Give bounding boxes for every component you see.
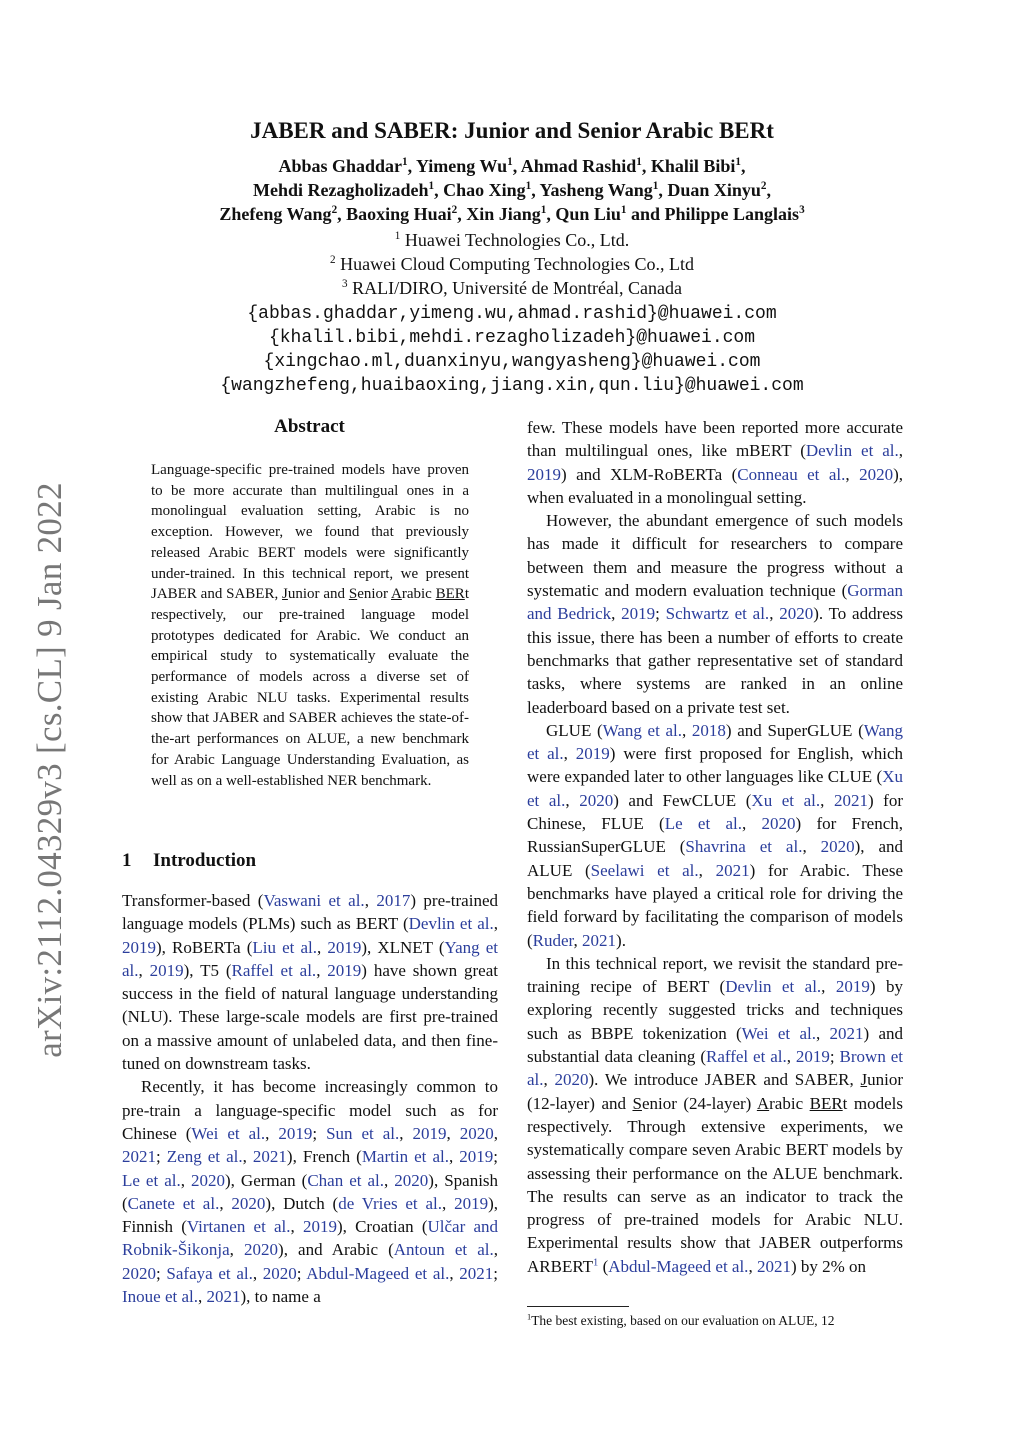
section-number: 1 xyxy=(122,850,132,871)
citation-link[interactable]: 2021 xyxy=(715,860,750,880)
citation-link[interactable]: Ulčar and Robnik-Šikonja xyxy=(122,1217,498,1260)
citation-link[interactable]: Inoue et al. xyxy=(122,1287,198,1307)
citation-link[interactable]: Shavrina et al. xyxy=(685,837,803,857)
citation-link[interactable]: 2021 xyxy=(756,1256,791,1276)
citation-link[interactable]: 2021 xyxy=(122,1147,156,1167)
text-run: ), French ( xyxy=(286,1147,362,1167)
affiliation-mark: 2 xyxy=(330,254,336,266)
author-affiliation-mark: 1 xyxy=(735,156,741,168)
author-affiliation-mark: 2 xyxy=(451,204,458,216)
text-run: t respectively, our pre-trained language model prototypes dedicated for Arabic. We conduct an empirical study to systematically evaluate the performance of models across a diverse set of existing Arabic NLU tasks. Experimental results show that JABER and SABER achieves the state-of-the-art performances on ALUE, a new benchmark for Arabic Language Understanding Evaluation, as well as on a well-established NER benchmark. xyxy=(151,586,469,789)
text-run: ) and XLM-RoBERTa ( xyxy=(561,464,738,484)
text-run: , xyxy=(316,960,328,980)
citation-link[interactable]: 2020 xyxy=(859,464,894,484)
author-affiliation-mark: 3 xyxy=(799,204,805,216)
affiliation xyxy=(0,228,1024,252)
text-run: ) and SuperGLUE ( xyxy=(725,720,864,740)
citation-link[interactable]: Conneau et al. xyxy=(737,464,846,484)
email-line: {wangzhefeng,huaibaoxing,jiang.xin,qun.liu}@huawei.com xyxy=(220,376,804,396)
email-line: {xingchao.ml,duanxinyu,wangyasheng}@huawei.com xyxy=(263,352,761,372)
abstract-text xyxy=(151,460,469,791)
author-name: Yimeng Wu xyxy=(415,156,508,176)
citation-link[interactable]: 2019 xyxy=(459,1147,494,1167)
text-run: Recently, it has become increasingly common to pre-train a language-specific model such as for Chinese ( xyxy=(122,1077,498,1143)
citation-link[interactable]: Wei et al. xyxy=(191,1123,266,1143)
citation-link[interactable]: 2020 xyxy=(122,1263,156,1283)
text-run: ; xyxy=(296,1263,307,1283)
citation-link[interactable]: Safaya et al. xyxy=(166,1263,253,1283)
text-run: , xyxy=(219,1193,232,1213)
text-run: ), Croatian ( xyxy=(336,1217,428,1237)
citation-link[interactable]: 2019 xyxy=(278,1123,313,1143)
text-run: , xyxy=(898,441,903,461)
underlined-letter: A xyxy=(391,586,402,603)
author-separator: , xyxy=(641,156,651,176)
citation-link[interactable]: Seelawi et al. xyxy=(590,860,699,880)
author-separator: , xyxy=(512,156,521,176)
author-separator: , xyxy=(457,204,467,224)
text-run: , xyxy=(493,914,498,934)
footnote-text: The best existing, based on our evaluation on ALUE, 12 xyxy=(531,1313,835,1328)
citation-link[interactable]: Le et al. xyxy=(664,814,742,834)
text-run: ), and Arabic ( xyxy=(278,1240,394,1260)
text-run: ; xyxy=(493,1263,499,1283)
paragraph xyxy=(122,889,498,1075)
text-run: GLUE ( xyxy=(546,720,603,740)
text-run: ; xyxy=(312,1123,327,1143)
text-run: Transformer-based ( xyxy=(122,891,264,910)
text-run: ), RoBERTa ( xyxy=(156,937,253,957)
arxiv-id: arXiv:2112.04329v3 [cs.CL] 9 Jan 2022 xyxy=(30,482,69,1058)
left-column xyxy=(122,889,498,1308)
text-run: ). We introduce JABER and SABER, xyxy=(588,1070,861,1090)
citation-link[interactable]: 2020 xyxy=(820,837,855,857)
citation-link[interactable]: de Vries et al. xyxy=(338,1193,442,1213)
text-run: , xyxy=(448,1147,460,1167)
citation-link[interactable]: 2020 xyxy=(231,1193,266,1213)
citation-link[interactable]: Xu et al. xyxy=(527,767,903,810)
citation-link[interactable]: Virtanen et al. xyxy=(186,1217,291,1237)
email-line: {abbas.ghaddar,yimeng.wu,ahmad.rashid}@huawei.com xyxy=(247,304,777,324)
text-run: rabic xyxy=(769,1093,810,1113)
citation-link[interactable]: Zeng et al. xyxy=(166,1147,243,1167)
abstract-heading: Abstract xyxy=(274,416,345,437)
citation-link[interactable]: Wang et al. xyxy=(527,720,903,764)
text-run: t models respectively. Through extensive experiments, we systematically compare seven Arabic BERT models by assessing their performance on the ALUE benchmark. The results can serve as an indicator to track the progress of pre-trained models for Arabic NLU. Experimental results show that JABER outperforms ARBERT xyxy=(527,1093,903,1276)
underlined-letter: S xyxy=(348,586,358,603)
author-separator: , xyxy=(741,156,746,176)
underlined-letter: S xyxy=(632,1093,642,1113)
author-affiliation-mark: 2 xyxy=(331,204,338,216)
text-run: , xyxy=(242,1147,253,1167)
citation-link[interactable]: Yang et al. xyxy=(122,937,499,980)
paragraph xyxy=(527,719,903,952)
text-run: unior and xyxy=(287,586,349,603)
text-run: , xyxy=(820,790,834,810)
author-line xyxy=(0,202,1024,226)
citation-link[interactable]: 2021 xyxy=(829,1023,864,1043)
text-run: , xyxy=(786,1047,796,1067)
citation-link[interactable]: Devlin et al. xyxy=(725,977,822,997)
underlined-letter: BER xyxy=(809,1093,843,1113)
text-run: ), XLNET ( xyxy=(361,937,445,957)
text-run: In this technical report, we revisit the standard pre-training recipe of BERT ( xyxy=(527,953,903,997)
email-line: {khalil.bibi,mehdi.rezagholizadeh}@huawei.com xyxy=(268,328,756,348)
text-run: , xyxy=(748,1256,757,1276)
citation-link[interactable]: Gorman and Bedrick xyxy=(527,581,903,624)
author-name: Zhefeng Wang xyxy=(219,204,332,224)
text-run: ), to name a xyxy=(240,1287,321,1307)
text-run: ; xyxy=(829,1047,840,1067)
citation-link[interactable]: Canete et al. xyxy=(127,1193,220,1213)
author-affiliation-mark: 1 xyxy=(507,156,513,168)
email-list xyxy=(0,302,1024,398)
citation-link[interactable]: 2019 xyxy=(575,744,610,764)
author-name: Philippe Langlais xyxy=(664,204,800,224)
text-run: ) were first proposed for English, which were expanded later to other languages like CLUE ( xyxy=(527,744,903,787)
citation-link[interactable]: 2019 xyxy=(327,937,362,957)
citation-link[interactable]: Sun et al. xyxy=(326,1123,400,1143)
citation-link[interactable]: Chan et al. xyxy=(307,1170,385,1190)
citation-link[interactable]: Schwartz et al. xyxy=(665,604,770,624)
citation-link[interactable]: Raffel et al. xyxy=(705,1047,787,1067)
citation-link[interactable]: 2017 xyxy=(376,891,411,910)
citation-link[interactable]: Liu et al. xyxy=(252,937,317,957)
citation-link[interactable]: Martin et al. xyxy=(361,1147,449,1167)
text-run: ), Dutch ( xyxy=(265,1193,339,1213)
text-run: ) and FewCLUE ( xyxy=(613,790,752,810)
arxiv-stamp xyxy=(20,470,80,1070)
text-run: , xyxy=(290,1217,303,1237)
text-run: ), T5 ( xyxy=(183,960,232,980)
affiliation-text: Huawei Cloud Computing Technologies Co., Ltd xyxy=(335,254,694,274)
text-run: , xyxy=(682,720,692,740)
citation-link[interactable]: Devlin et al. xyxy=(408,914,494,934)
text-run: ) pre-trained language models (PLMs) such as BERT ( xyxy=(122,891,498,934)
right-column xyxy=(527,416,903,1278)
text-run: unior (12-layer) and xyxy=(527,1070,903,1113)
citation-link[interactable]: 2019 xyxy=(454,1193,489,1213)
affiliation xyxy=(0,276,1024,300)
text-run: enior (24-layer) xyxy=(641,1093,757,1113)
citation-link[interactable]: 2019 xyxy=(527,464,561,484)
affiliation xyxy=(0,252,1024,276)
text-run: ; xyxy=(156,1147,167,1167)
text-run: ), Finnish ( xyxy=(122,1193,498,1237)
citation-link[interactable]: 2019 xyxy=(795,1047,830,1067)
text-run: ) have shown great success in the field of natural language understanding (NLU). These large-scale models are first pre-trained on a massive amount of unlabeled data, and then fine-tuned on downstream tasks. xyxy=(122,960,498,1074)
affiliation-text: RALI/DIRO, Université de Montréal, Canada xyxy=(347,278,682,298)
author-affiliation-mark: 1 xyxy=(540,204,547,216)
author-line xyxy=(0,154,1024,178)
author-affiliation-mark: 1 xyxy=(620,204,627,216)
text-run: ), when evaluated in a monolingual setting. xyxy=(527,464,903,507)
paragraph xyxy=(122,1075,498,1308)
text-run: , xyxy=(449,1263,460,1283)
text-run: , xyxy=(198,1287,207,1307)
citation-link[interactable]: Wang et al. xyxy=(602,720,682,740)
text-run: , xyxy=(229,1240,245,1260)
text-run: , xyxy=(821,977,836,997)
author-list xyxy=(0,154,1024,226)
text-run: , xyxy=(742,814,762,834)
section-title: Introduction xyxy=(153,850,257,871)
text-run: rabic xyxy=(401,586,436,603)
paragraph xyxy=(527,509,903,719)
citation-link[interactable]: 2020 xyxy=(554,1070,589,1090)
text-run: , xyxy=(384,1170,395,1190)
text-run: , xyxy=(563,744,576,764)
citation-link[interactable]: 2019 xyxy=(621,604,656,624)
underlined-letter: J xyxy=(282,586,288,603)
footnote-rule xyxy=(527,1306,629,1307)
text-run: , xyxy=(446,1123,460,1143)
citation-link[interactable]: 2021 xyxy=(459,1263,494,1283)
author-separator: , xyxy=(337,204,347,224)
text-run: enior xyxy=(357,586,391,603)
text-run: , xyxy=(364,891,377,910)
citation-link[interactable]: Brown et al. xyxy=(527,1047,903,1090)
citation-link[interactable]: 2019 xyxy=(302,1217,337,1237)
text-run: , xyxy=(573,930,583,950)
author-separator: , xyxy=(407,156,416,176)
author-affiliation-mark: 1 xyxy=(652,180,659,192)
citation-link[interactable]: 2019 xyxy=(835,977,870,997)
text-run: few. These models have been reported more accurate than multilingual ones, like mBERT ( xyxy=(527,418,903,461)
text-run: , xyxy=(399,1123,413,1143)
footnote-ref[interactable]: 1 xyxy=(593,1257,599,1269)
text-run: However, the abundant emergence of such models has made it difficult for researchers to compare between them and measure the progress without a systematic and modern evaluation technique ( xyxy=(527,511,903,601)
text-run: ), German ( xyxy=(225,1170,308,1190)
paper-title: JABER and SABER: Junior and Senior Arabic BERt xyxy=(250,118,774,143)
citation-link[interactable]: 2021 xyxy=(206,1287,241,1307)
citation-link[interactable]: 2021 xyxy=(252,1147,287,1167)
affiliation-mark: 3 xyxy=(342,278,348,290)
text-run: ), Spanish ( xyxy=(122,1170,499,1213)
citation-link[interactable]: Xu et al. xyxy=(751,790,821,810)
text-run: , xyxy=(565,790,580,810)
text-run: , xyxy=(252,1263,263,1283)
citation-link[interactable]: Ruder xyxy=(532,930,574,950)
author-name: Yasheng Wang xyxy=(539,180,653,200)
citation-link[interactable]: 2020 xyxy=(779,604,814,624)
underlined-letter: A xyxy=(756,1093,770,1113)
text-run: , xyxy=(845,464,860,484)
author-affiliation-mark: 1 xyxy=(402,156,408,168)
author-name: Ahmad Rashid xyxy=(520,156,637,176)
author-affiliation-mark: 2 xyxy=(760,180,767,192)
text-run: , xyxy=(802,837,821,857)
citation-link[interactable]: 2020 xyxy=(761,814,796,834)
author-separator: , xyxy=(546,204,556,224)
citation-link[interactable]: 2020 xyxy=(459,1123,494,1143)
author-affiliation-mark: 1 xyxy=(428,180,435,192)
author-name: Khalil Bibi xyxy=(650,156,736,176)
author-name: Xin Jiang xyxy=(466,204,541,224)
text-run: ) by exploring recently suggested tricks and techniques such as BBPE tokenization ( xyxy=(527,977,904,1043)
author-separator: , xyxy=(434,180,444,200)
paragraph xyxy=(527,416,903,509)
footnote xyxy=(527,1312,907,1329)
affiliation-mark: 1 xyxy=(394,230,401,242)
citation-link[interactable]: Raffel et al. xyxy=(231,960,317,980)
author-separator: , xyxy=(658,180,668,200)
author-name: Duan Xinyu xyxy=(667,180,761,200)
text-run: , xyxy=(815,1023,830,1043)
text-run: , xyxy=(138,960,150,980)
citation-link[interactable]: Abdul-Mageed et al. xyxy=(306,1263,450,1283)
text-run: , xyxy=(611,604,622,624)
text-run: , xyxy=(543,1070,555,1090)
text-run: ) for Arabic. These benchmarks have played a critical role for driving the field forward by facilitating the comparison of models ( xyxy=(527,860,903,950)
citation-link[interactable]: Devlin et al. xyxy=(805,441,899,461)
citation-link[interactable]: 2018 xyxy=(691,720,726,740)
citation-link[interactable]: 2019 xyxy=(149,960,184,980)
author-name: Chao Xing xyxy=(443,180,526,200)
text-run: ; xyxy=(156,1263,167,1283)
text-run: ) for French, RussianSuperGLUE ( xyxy=(527,814,904,857)
citation-link[interactable]: 2019 xyxy=(327,960,362,980)
author-line xyxy=(0,178,1024,202)
author-name: Mehdi Rezagholizadeh xyxy=(253,180,429,200)
section-heading xyxy=(122,850,256,872)
text-run: ) and substantial data cleaning ( xyxy=(527,1023,903,1067)
citation-link[interactable]: 2019 xyxy=(122,937,156,957)
citation-link[interactable]: Antoun et al. xyxy=(393,1240,494,1260)
footnote-mark: 1 xyxy=(527,1312,532,1322)
citation-link[interactable]: Le et al. xyxy=(122,1170,181,1190)
text-run: , xyxy=(265,1123,279,1143)
affiliation-list xyxy=(0,228,1024,300)
text-run: ; xyxy=(655,604,666,624)
underlined-letter: J xyxy=(860,1070,868,1090)
text-run: Language-specific pre-trained models have proven to be more accurate than multilingual ones in a monolingual evaluation setting, Arabic is no exception. However, we found that previously released Arabic BERT models were significantly under-trained. In this technical report, we present JABER and SABER, xyxy=(151,462,469,603)
citation-link[interactable]: 2020 xyxy=(262,1263,297,1283)
author-name: Qun Liu xyxy=(555,204,621,224)
text-run: , xyxy=(769,604,780,624)
author-separator: , xyxy=(531,180,540,200)
text-run: ). To address this issue, there has been a number of efforts to create benchmarks that gather representative set of standard tasks, where systems are ranked in an online leaderboard based on a private test set. xyxy=(527,604,904,717)
text-run: , xyxy=(698,860,716,880)
citation-link[interactable]: 2021 xyxy=(582,930,617,950)
text-run: , xyxy=(180,1170,191,1190)
text-run: ). xyxy=(616,930,626,950)
author-name: Baoxing Huai xyxy=(346,204,452,224)
citation-link[interactable]: 2021 xyxy=(833,790,868,810)
text-run: , xyxy=(442,1193,455,1213)
paragraph xyxy=(527,952,903,1278)
author-affiliation-mark: 1 xyxy=(525,180,532,192)
citation-link[interactable]: 2020 xyxy=(579,790,614,810)
author-affiliation-mark: 1 xyxy=(636,156,642,168)
citation-link[interactable]: 2020 xyxy=(394,1170,429,1190)
citation-link[interactable]: Vaswani et al. xyxy=(263,891,365,910)
text-run: , xyxy=(493,1123,499,1143)
author-separator: , xyxy=(766,180,771,200)
citation-link[interactable]: Wei et al. xyxy=(741,1023,816,1043)
text-run: ) by 2% on xyxy=(790,1256,867,1276)
text-run: ( xyxy=(598,1256,609,1276)
affiliation-text: Huawei Technologies Co., Ltd. xyxy=(400,230,630,250)
text-run: , xyxy=(316,937,328,957)
text-run: ; xyxy=(493,1147,499,1167)
citation-link[interactable]: 2020 xyxy=(244,1240,279,1260)
author-separator: and xyxy=(626,204,665,224)
text-run: ) for Chinese, FLUE ( xyxy=(527,790,904,834)
citation-link[interactable]: 2020 xyxy=(191,1170,225,1190)
citation-link[interactable]: 2019 xyxy=(412,1123,447,1143)
citation-link[interactable]: Abdul-Mageed et al. xyxy=(608,1256,749,1276)
text-run: ), and ALUE ( xyxy=(527,837,904,880)
text-run: , xyxy=(493,1240,499,1260)
author-name: Abbas Ghaddar xyxy=(278,156,403,176)
underlined-letter: BER xyxy=(435,586,465,603)
